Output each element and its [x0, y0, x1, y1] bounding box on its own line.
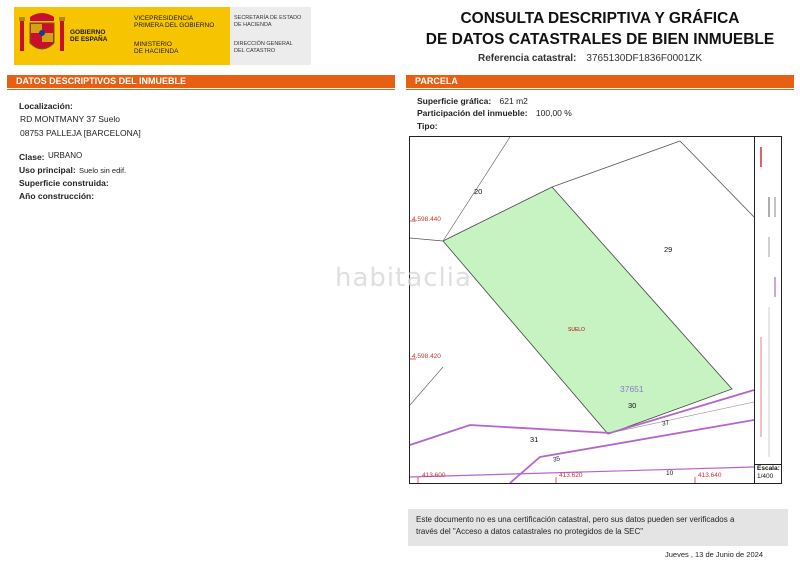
- section-header-datos: DATOS DESCRIPTIVOS DEL INMUEBLE: [7, 75, 395, 88]
- ref-value: 3765130DF1836F0001ZK: [586, 53, 703, 64]
- address-line2: 08753 PALLEJA [BARCELONA]: [20, 128, 141, 138]
- ministry-text: VICEPRESIDENCIA PRIMERA DEL GOBIERNO MINISTERIO DE HACIENDA: [134, 15, 215, 55]
- cadastral-map: [409, 136, 755, 484]
- plot-number: 20: [474, 187, 483, 196]
- boundary-line: [552, 141, 680, 187]
- street-number: 35: [552, 455, 561, 464]
- parcel-polygon: [443, 187, 732, 434]
- superficie-label: Superficie construida:: [19, 178, 109, 188]
- section-divider-left: [7, 89, 395, 90]
- coord-y-label: 4.598.420: [412, 353, 441, 360]
- referencia-catastral: Referencia catastral: 3765130DF1836F0001ZK: [478, 53, 703, 64]
- participacion: Participación del inmueble: 100,00 %: [417, 108, 572, 118]
- address-line1: RD MONTMANY 37 Suelo: [20, 114, 120, 124]
- coord-x-label: 413.600: [422, 472, 446, 479]
- clase-value: URBANO: [48, 151, 83, 160]
- secretaria-text: SECRETARÍA DE ESTADO DE HACIENDA DIRECCIÓN GENERAL DEL CATASTRO: [230, 7, 311, 65]
- boundary-line: [680, 141, 754, 217]
- localizacion-label: Localización:: [19, 101, 73, 111]
- block-label: 37651: [620, 384, 644, 394]
- plot-number: 30: [628, 401, 637, 410]
- parcel-label: SUELO: [568, 327, 585, 333]
- watermark: habitaclia: [335, 263, 472, 293]
- clase-label: Clase:: [19, 152, 45, 162]
- uso-value: Suelo sin edif.: [79, 166, 127, 175]
- coord-x-label: 413.620: [559, 472, 583, 479]
- tipo: Tipo:: [417, 121, 438, 131]
- map-scale: Escala: 1/400: [755, 464, 782, 484]
- coat-of-arms-icon: [14, 7, 70, 65]
- street-number: 10: [666, 470, 674, 477]
- disclaimer-notice: Este documento no es una certificación catastral, pero sus datos pueden ser verificados a través del "Acceso a datos catastrales no protegidos de la SEC": [408, 509, 788, 546]
- plot-number: 29: [664, 245, 673, 254]
- street-number: 37: [661, 419, 670, 428]
- section-header-parcela: PARCELA: [406, 75, 794, 88]
- plot-number: 31: [530, 435, 539, 444]
- gov-name: GOBIERNO DE ESPAÑA: [70, 29, 108, 43]
- coord-x-label: 413.640: [698, 472, 722, 479]
- section-divider-right: [406, 89, 794, 90]
- coord-y-label: 4.598.440: [412, 216, 441, 223]
- document-date: Jueves , 13 de Junio de 2024: [665, 550, 763, 559]
- boundary-line: [410, 367, 443, 405]
- gobierno-logo: [14, 7, 311, 65]
- uso-label: Uso principal:: [19, 165, 76, 175]
- superficie-grafica: Superficie gráfica: 621 m2: [417, 96, 528, 106]
- document-title: CONSULTA DESCRIPTIVA Y GRÁFICA DE DATOS CATASTRALES DE BIEN INMUEBLE: [425, 10, 775, 48]
- boundary-line: [410, 238, 443, 241]
- map-legend: [755, 136, 782, 484]
- anio-label: Año construcción:: [19, 191, 95, 201]
